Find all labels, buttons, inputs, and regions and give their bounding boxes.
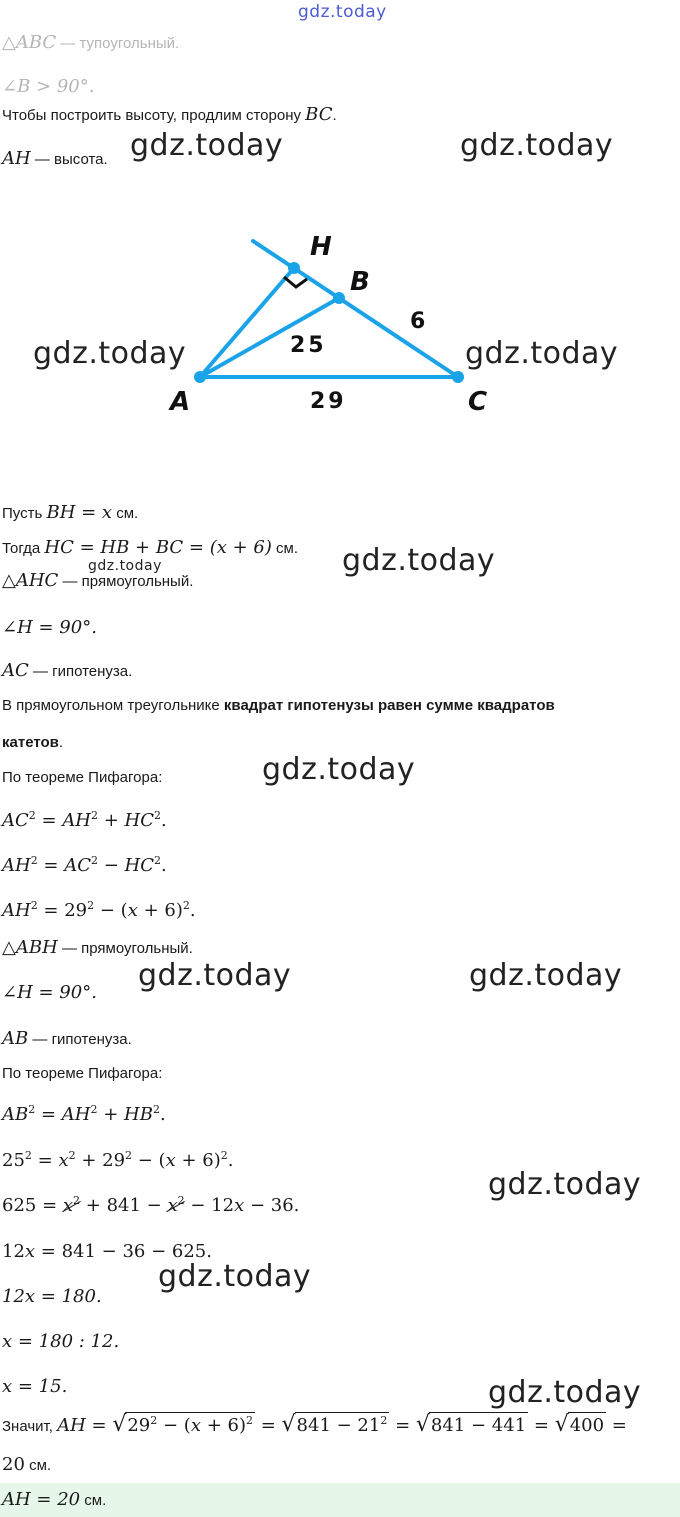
equation-ab2: $AB^2 = AH^2 + HB^2$. bbox=[2, 1103, 166, 1125]
point-b bbox=[333, 292, 345, 304]
watermark: gdz.today bbox=[298, 2, 387, 22]
label-bc-length: 6 bbox=[410, 309, 426, 334]
line-by-pythagoras bbox=[2, 769, 162, 786]
line-then-hc bbox=[2, 537, 298, 558]
watermark: gdz.today bbox=[138, 958, 292, 993]
math-expression: △AHC bbox=[2, 570, 59, 591]
text: см. bbox=[112, 505, 139, 522]
text: . bbox=[58, 734, 64, 751]
equation-x-result bbox=[2, 1376, 67, 1397]
math-expression: x = 180 : 12. bbox=[2, 1331, 120, 1352]
math-expression: ∠B > 90°. bbox=[2, 76, 95, 97]
text: По теореме Пифагора: bbox=[2, 769, 163, 786]
point-c bbox=[452, 371, 464, 383]
equation-ac2: $AC^2 = AH^2 + HC^2$. bbox=[2, 809, 167, 831]
text: — гипотенуза. bbox=[28, 1031, 132, 1048]
equation-25-squared: $25^2 = x^2 + 29^2 - (x + 6)^2$. bbox=[2, 1149, 234, 1171]
right-angle-mark bbox=[284, 277, 307, 287]
line-ahc-right bbox=[2, 570, 193, 591]
math-expression: AC bbox=[2, 660, 29, 681]
text: см. bbox=[24, 1457, 52, 1474]
watermark: gdz.today bbox=[342, 543, 496, 578]
watermark: gdz.today bbox=[465, 336, 619, 371]
text: . bbox=[332, 107, 337, 124]
watermark: gdz.today bbox=[488, 1167, 642, 1202]
line-triangle-obtuse bbox=[2, 32, 179, 53]
math-expression: HC = HB + BC = (x + 6) bbox=[44, 537, 272, 558]
watermark: gdz.today bbox=[488, 1375, 642, 1410]
math-expression: BC bbox=[305, 104, 333, 125]
watermark: gdz.today bbox=[33, 336, 187, 371]
equation-ah2-values: $AH^2 = 29^2 - (x + 6)^2$. bbox=[2, 899, 196, 921]
math-expression: 20 bbox=[2, 1454, 25, 1475]
line-angle-h-2 bbox=[2, 982, 97, 1003]
watermark: gdz.today bbox=[88, 558, 162, 574]
label-h: H bbox=[310, 232, 332, 262]
text: Чтобы построить высоту, продлим сторону bbox=[2, 107, 306, 124]
math-expression: ∠H = 90°. bbox=[2, 982, 97, 1003]
label-a: A bbox=[170, 387, 191, 417]
label-ab-length: 25 bbox=[290, 333, 327, 358]
line-pythagoras-rule bbox=[2, 697, 555, 714]
line-pythagoras-rule-end bbox=[2, 734, 63, 751]
bold-text: квадрат гипотенузы равен сумме квадратов bbox=[223, 697, 555, 714]
label-c: C bbox=[468, 387, 488, 417]
text: — высота. bbox=[30, 151, 108, 168]
equation-12x bbox=[2, 1286, 102, 1307]
watermark: gdz.today bbox=[130, 128, 284, 163]
triangle-diagram bbox=[0, 225, 680, 425]
text: — тупоугольный. bbox=[56, 35, 180, 52]
math-expression: AH bbox=[2, 148, 31, 169]
line-abh-right bbox=[2, 937, 193, 958]
text: Тогда bbox=[2, 540, 45, 557]
math-expression: BH = x bbox=[46, 502, 113, 523]
answer-line bbox=[2, 1489, 106, 1510]
label-ac-length: 29 bbox=[310, 389, 347, 414]
line-ac-hypotenuse bbox=[2, 660, 132, 681]
line-ah bbox=[200, 268, 294, 377]
watermark: gdz.today bbox=[469, 958, 623, 993]
line-let-bh bbox=[2, 502, 138, 523]
text: Пусть bbox=[2, 505, 47, 522]
text: Значит, bbox=[2, 1418, 58, 1435]
line-therefore-ah: Значит, AH = $√29^2 - (x + 6)^2 = √841 - 21^2 = √841 - 441 = √400$ = bbox=[2, 1412, 627, 1437]
line-extend-bc bbox=[2, 104, 337, 125]
text: — прямоугольный. bbox=[58, 573, 194, 590]
label-b: B bbox=[350, 267, 370, 297]
math-expression: AB bbox=[2, 1028, 29, 1049]
watermark: gdz.today bbox=[262, 752, 416, 787]
text: В прямоугольном треугольнике bbox=[2, 697, 224, 714]
watermark: gdz.today bbox=[158, 1259, 312, 1294]
text: По теореме Пифагора: bbox=[2, 1065, 163, 1082]
watermark: gdz.today bbox=[460, 128, 614, 163]
text: — прямоугольный. bbox=[57, 940, 193, 957]
equation-625: $625 = x^2 + 841 - x^2 - 12x - 36$. bbox=[2, 1194, 300, 1216]
point-a bbox=[194, 371, 206, 383]
line-angle-b bbox=[2, 76, 94, 97]
text: см. bbox=[80, 1492, 107, 1509]
math-expression: △ABC bbox=[2, 32, 57, 53]
line-20-cm bbox=[2, 1454, 51, 1475]
equation-ah2: $AH^2 = AC^2 - HC^2$. bbox=[2, 854, 167, 876]
math-expression: △ABH bbox=[2, 937, 58, 958]
line-by-pythagoras-2 bbox=[2, 1065, 162, 1082]
math-expression: 12x = 180. bbox=[2, 1286, 102, 1307]
math-expression: ∠H = 90°. bbox=[2, 617, 97, 638]
answer-box bbox=[0, 1483, 680, 1517]
math-expression: x = 15. bbox=[2, 1376, 68, 1397]
equation-12x-sum: 12x = 841 − 36 − 625. bbox=[2, 1241, 212, 1262]
text: см. bbox=[271, 540, 299, 557]
line-ah-height bbox=[2, 148, 108, 169]
line-hc bbox=[253, 241, 458, 377]
text: — гипотенуза. bbox=[28, 663, 133, 680]
equation-x-division bbox=[2, 1331, 119, 1352]
line-angle-h bbox=[2, 617, 97, 638]
point-h bbox=[288, 262, 300, 274]
bold-text: катетов bbox=[2, 734, 59, 751]
math-expression: AH = 20 bbox=[2, 1489, 81, 1510]
line-ab-hypotenuse bbox=[2, 1028, 132, 1049]
